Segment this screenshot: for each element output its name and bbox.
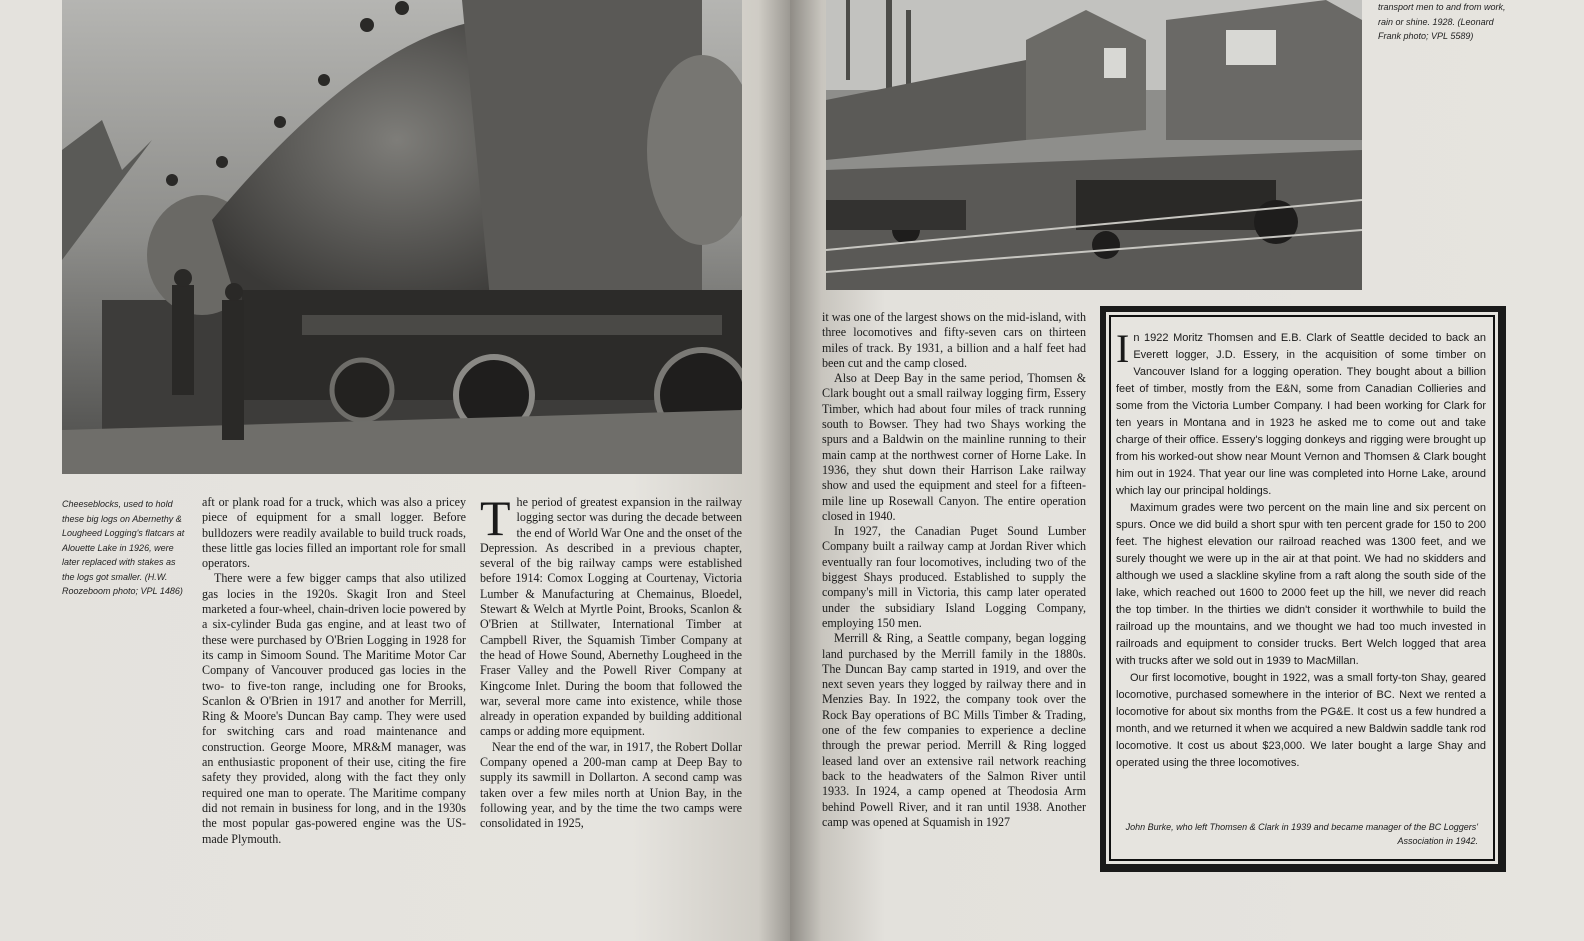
logging-flatcar-photo <box>62 0 742 474</box>
paragraph: n 1922 Moritz Thomsen and E.B. Clark of Seattle decided to back an Everett logger, J.D. Essery, in the acquisition of some timber on Vancouver Island for a logging operation. They bought about a billion feet of timber, mostly from the E&N, some from Canadian Collieries and some from the Victoria Lumber Company. I had been working for Clark for ten years in Montana and in 1923 he asked me to come out and take charge of their office. Essery's logging donkeys and rigging were brought up from his worked-out show near Mount Vernon and Thomsen & Clark bought him out in 1924. That year our line was completed into Horne Lake, around which lay our principal holdings. <box>1116 332 1486 497</box>
paragraph: Our first locomotive, bought in 1922, was a small forty-ton Shay, geared locomotive, purchased somewhere in the interior of BC. Next we rented a locomotive for about six months from the PG&E. It cost us a few hundred a month, and we returned it when we acquired a new Baldwin saddle tank rod locomotive. It cost us about $23,000. We later bought a large Shay and operated using the three locomotives. <box>1116 672 1486 769</box>
sidebar-text <box>1116 326 1486 772</box>
paragraph: Maximum grades were two percent on the main line and six percent on spurs. Once we did build a short spur with ten percent grade for 150 to 200 feet. The highest elevation our railroad reached was 1300 feet, and we surely thought we were up in the air at that point. We had no skidders and although we used a slackline skyline from a raft along the south side of the lake, which reached out 1600 to 2000 feet up the hill, we never did reach the top timber. In the thirties we didn't consider it worthwhile to build the railroad up the mountains, and we thought we had too much invested in railroads and equipment to consider trucks. Bert Welch logged that area with trucks after we sold out in 1939 to MacMillan. <box>1116 502 1486 667</box>
text-column-2 <box>480 490 742 832</box>
paragraph: Also at Deep Bay in the same period, Thomsen & Clark bought out a small railway logging firm, Essery Timber, which had about four miles of track running south to Bowser. They had two Shays working the spurs and a Baldwin on the mainline running to their main camp at the northwest corner of Horne Lake. In 1936, they shut down their Harrison Lake railway show and used the equipment and steel for a fifteen-mile line up Rosewall Canyon. The entire operation closed in 1940. <box>822 371 1086 523</box>
paragraph: it was one of the largest shows on the mid-island, with three locomotives and fifty-seven cars on thirteen miles of track. By 1931, a billion and a half feet had been cut and the camp closed. <box>822 310 1086 370</box>
photo-caption: transport men to and from work, rain or shine. 1928. (Leonard Frank photo; VPL 5589) <box>1378 2 1506 41</box>
left-page <box>0 0 790 941</box>
photo-illustration <box>62 0 742 474</box>
drop-cap: T <box>480 490 511 546</box>
text-column-1 <box>202 495 466 847</box>
paragraph: Near the end of the war, in 1917, the Robert Dollar Company opened a 200-man camp at Deep Bay to supply its sawmill in Dollarton. A second camp was taken over a few miles north at Union Bay, in the following year, and by the time the two camps were consolidated in 1925, <box>480 739 742 831</box>
drop-cap: I <box>1116 326 1130 371</box>
photo-caption: Cheeseblocks, used to hold these big logs on Abernethy & Lougheed Logging's flatcars at Alouette Lake in 1926, were later replaced with stakes as the logs got smaller. (H.W. Roozeboom photo; VPL 1486) <box>62 499 185 596</box>
sidebar-attribution: John Burke, who left Thomsen & Clark in 1939 and became manager of the BC Loggers' Association in 1942. <box>1125 822 1478 846</box>
paragraph: aft or plank road for a truck, which was also a pricey piece of equipment for a small logger. Before bulldozers were readily available to build truck roads, these little gas locies filled an important role for small operators. <box>202 495 466 571</box>
logging-camp-photo <box>826 0 1362 290</box>
photo-illustration <box>826 0 1362 290</box>
sidebar-box <box>1100 306 1506 872</box>
paragraph: he period of greatest expansion in the railway logging sector was during the decade between the end of World War One and the onset of the Depression. As described in a previous chapter, several of the big railway camps were established before 1914: Comox Logging at Courtenay, Victoria Lumber & Manufacturing at Chemainus, Bloedel, Stewart & Welch at Myrtle Point, Brooks, Scanlon & O'Brien at Stillwater, International Timber at Campbell River, the Squamish Timber Company at the head of Howe Sound, Abernethy Lougheed in the Fraser Valley and the Powell River Company at Kingcome Inlet. During the boom that followed the war, several more came into existence, while those already in operation expanded by building additional camps or adding more equipment. <box>480 495 742 739</box>
paragraph: Merrill & Ring, a Seattle company, began logging land purchased by the Merrill family in the 1880s. The Duncan Bay camp started in 1919, and over the next seven years they logged by railway there and in Menzies Bay. In 1922, the company took over the Rock Bay operations of BC Mills Timber & Trading, one of the few companies to experience a decline through the prewar period. Merrill & Ring logged leased land over an extensive rail network reaching back to the headwaters of the Salmon River until 1933. In 1924, a camp opened at Theodosia Arm behind Powell River, and it ran until 1938. Another camp was opened at Squamish in 1927 <box>822 631 1086 829</box>
paragraph: There were a few bigger camps that also utilized gas locies in the 1920s. Skagit Iron and Steel marketed a four-wheel, chain-driven locie powered by a six-cylinder Buda gas engine, and at least two of these were purchased by O'Brien Logging in 1928 for its camp in Simoom Sound. The Maritime Motor Car Company of Vancouver produced gas locies in the two- to five-ton range, including one for Brooks, Scanlon & O'Brien in 1917 and another for Merrill, Ring & Moore's Duncan Bay camp. They were used for switching cars and road maintenance and construction. George Moore, MR&M manager, was an enthusiastic proponent of their use, citing the fire safety they provided, along with the fact they only required one man to operate. The Maritime company did not remain in business for long, and in the 1930s the most popular gas-powered engine was the US-made Plymouth. <box>202 571 466 846</box>
text-column-3 <box>822 310 1086 830</box>
paragraph: In 1927, the Canadian Puget Sound Lumber Company built a railway camp at Jordan River which eventually ran four locomotives, including two of the biggest Shays produced. Established to supply the company's mill in Victoria, this camp later operated under the subsidiary Island Logging Company, employing 150 men. <box>822 524 1086 630</box>
